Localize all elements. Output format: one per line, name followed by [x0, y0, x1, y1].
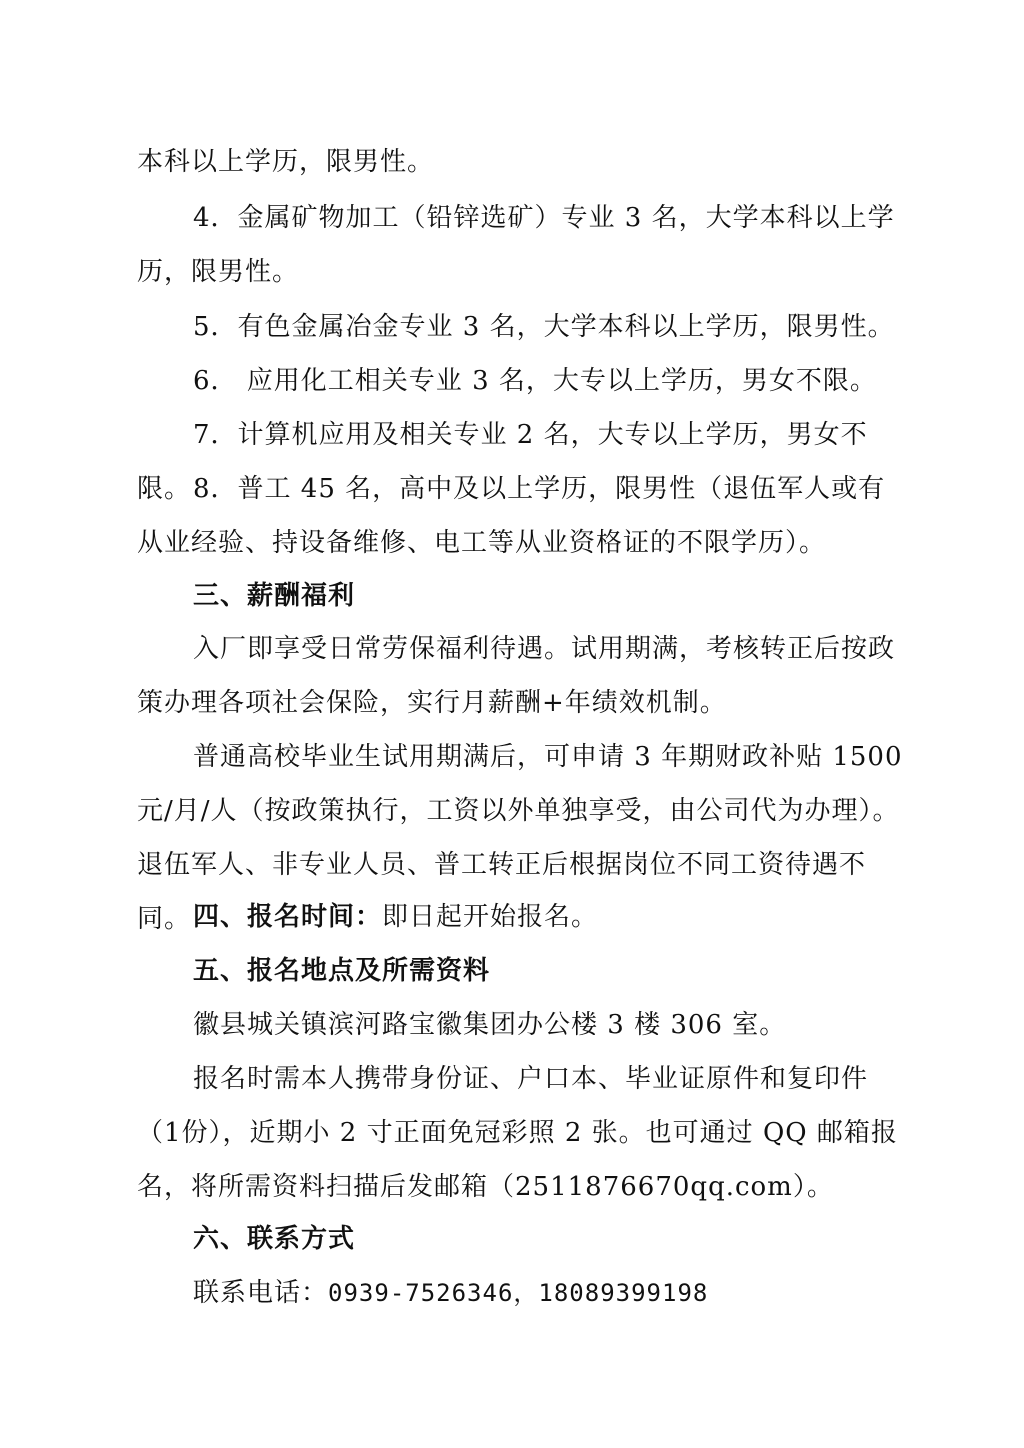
- paragraph-education-requirement: 本科以上学历，限男性。: [137, 147, 435, 177]
- contact-phone-value: 0939-7526346，18089399198: [328, 1279, 709, 1307]
- paragraph-item-8: 8．普工 45 名，高中及以上学历，限男性（退伍军人或有从业经验、持设备维修、电工等从业资格证的不限学历）。: [137, 474, 886, 558]
- section-heading-salary: 三、薪酬福利: [193, 581, 356, 611]
- registration-time-value: 即日起开始报名。: [382, 902, 599, 932]
- section-heading-registration-place: 五、报名地点及所需资料: [193, 956, 491, 986]
- registration-time-label: 四、报名时间：: [193, 902, 383, 932]
- paragraph-benefits: 入厂即享受日常劳保福利待遇。试用期满，考核转正后按政策办理各项社会保险，实行月薪酬+年绩效机制。: [137, 634, 896, 718]
- paragraph-item-7: 7．计算机应用及相关专业 2 名，大专以上学历，男女不限。: [137, 420, 868, 504]
- paragraph-required-documents: 报名时需本人携带身份证、户口本、毕业证原件和复印件（1份），近期小 2 寸正面免冠彩照 2 张。也可通过 QQ 邮箱报名，将所需资料扫描后发邮箱（2511876670qq.com）。: [137, 1064, 898, 1202]
- section-heading-registration-time: [193, 890, 598, 944]
- paragraph-item-6: 6． 应用化工相关专业 3 名，大专以上学历，男女不限。: [193, 366, 877, 396]
- paragraph-subsidy: 普通高校毕业生试用期满后，可申请 3 年期财政补贴 1500 元/月/人（按政策执行，工资以外单独享受，由公司代为办理）。退伍军人、非专业人员、普工转正后根据岗位不同工资待遇不同。: [137, 742, 903, 934]
- paragraph-item-5: 5．有色金属冶金专业 3 名，大学本科以上学历，限男性。: [193, 312, 895, 342]
- paragraph-address: 徽县城关镇滨河路宝徽集团办公楼 3 楼 306 室。: [193, 1010, 787, 1040]
- paragraph-item-4: 4．金属矿物加工（铅锌选矿）专业 3 名，大学本科以上学历，限男性。: [137, 203, 895, 287]
- contact-phone-label: 联系电话：: [193, 1278, 329, 1308]
- section-heading-contact: 六、联系方式: [193, 1224, 356, 1254]
- contact-phone-line: [137, 1266, 909, 1320]
